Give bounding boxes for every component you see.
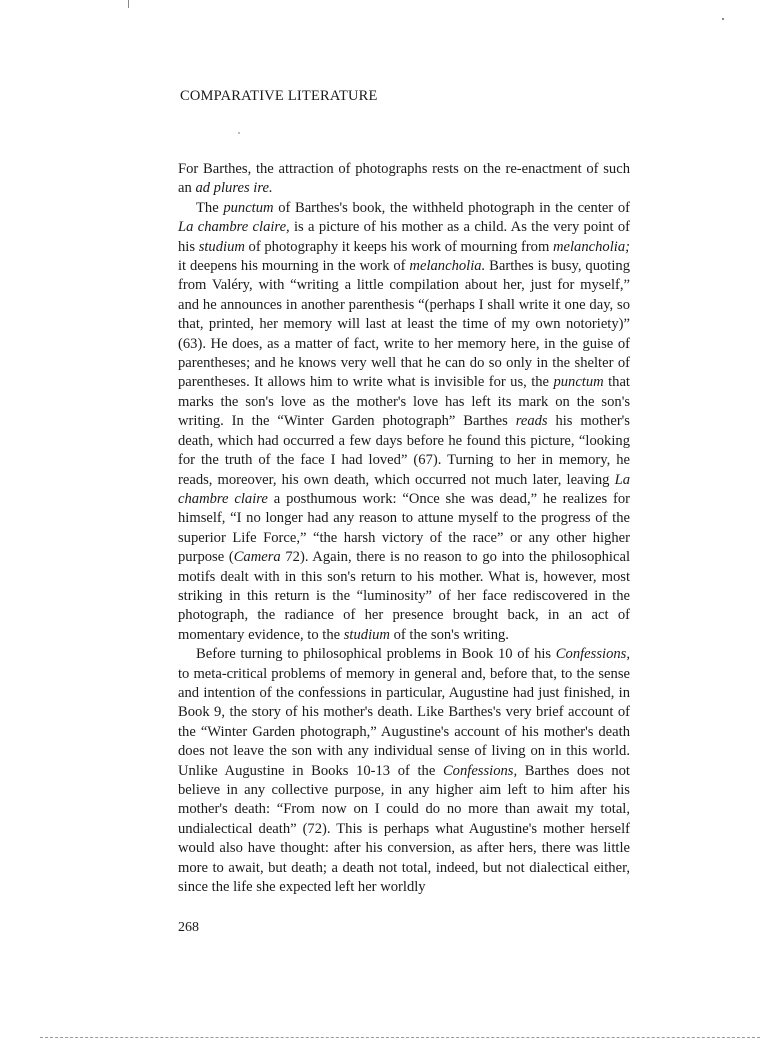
text-run: Barthes is busy, quoting from Valéry, with “writing a little compilation about her, just for myself,” and he announces in another parenthesis “(perhaps I shall write it one day, so that, printed, her memory will last at least the time of my own notoriety)” (63). He does, as a matter of fact, write to her memory here, in the guise of parentheses; and he knows very well that he can do so only in the shelter of parentheses. It allows him to write what is invisible for us, the [178,258,630,391]
italic-text: punctum [553,374,604,391]
scan-edge-line [40,1037,760,1039]
scan-mark-top-left [128,0,129,8]
text-run: of Barthes's book, the withheld photograph in the center of [273,199,630,216]
article-body [178,160,630,897]
paragraph-3 [178,645,630,897]
text-run: 72). Again, there is no reason to go into the philosophical motifs dealt with in this son's return to his mother. What is, however, most striking in this return is the “luminosity” of her face rediscovered in the photograph, the radiance of her presence brought back, in an act of momentary evidence, to the [178,549,630,643]
text-run: The [196,199,224,216]
italic-text: studium [198,238,245,255]
running-head: COMPARATIVE LITERATURE [180,88,378,104]
text-run: For Barthes, the attraction of photographs rests on the re-enactment of such an [178,161,630,197]
italic-text: La chambre claire [178,471,630,507]
text-run: his mother's death, which had occurred a few days before he found this picture, “looking for the truth of the face I had loved” (67). Turning to her in memory, he reads, moreover, his own death, which occurred not much later, leaving [178,413,630,488]
italic-text: ad plures ire. [195,180,273,197]
page-number: 268 [178,920,199,935]
italic-text: punctum [223,199,274,216]
scan-mark-center [238,132,240,134]
text-run: of the son's writing. [389,626,509,643]
italic-text: reads [515,413,548,430]
text-run: of photography it keeps his work of mourning from [244,238,553,255]
paragraph-1 [178,160,630,199]
italic-text: studium [343,626,390,643]
italic-text: Confessions, [555,646,630,663]
italic-text: melancholia; [552,238,630,255]
italic-text: Confessions, [442,762,518,779]
text-run: that marks the son's love as the mother's love has left its mark on the son's writing. In the “Winter Garden photograph” Barthes [178,374,630,430]
text-run: a posthumous work: “Once she was dead,” he realizes for himself, “I no longer had any reason to attune myself to the progress of the superior Life Force,” “the harsh victory of the race” or any other higher purpose ( [178,490,631,566]
italic-text: melancholia. [409,258,486,275]
text-run: Before turning to philosophical problems in Book 10 of his [196,646,556,663]
text-run: to meta-critical problems of memory in general and, before that, to the sense and intention of the confessions in particular, Augustine had just finished, in Book 9, the story of his mother's death. Like Barthes's very brief account of the “Winter Garden photograph,” Augustine's account of his mother's death does not leave the son with any individual sense of living on in this world. Unlike Augustine in Books 10-13 of the [178,665,630,779]
paragraph-2 [178,199,630,645]
text-run: Barthes does not believe in any collective purpose, in any higher aim left to him after his mother's death: “From now on I could do no more than await my total, undialectical death” (72). This is perhaps what Augustine's mother herself would also have thought: after his conversion, as after hers, there was little more to await, but death; a death not total, indeed, but not dialectical either, since the life she expected left her worldly [178,762,630,896]
text-run: is a picture of his mother as a child. As the very point of his [178,219,631,255]
italic-text: Camera [233,549,281,566]
scan-mark-top-right [722,18,724,20]
italic-text: La chambre claire, [178,219,290,236]
text-run: it deepens his mourning in the work of [178,258,410,275]
